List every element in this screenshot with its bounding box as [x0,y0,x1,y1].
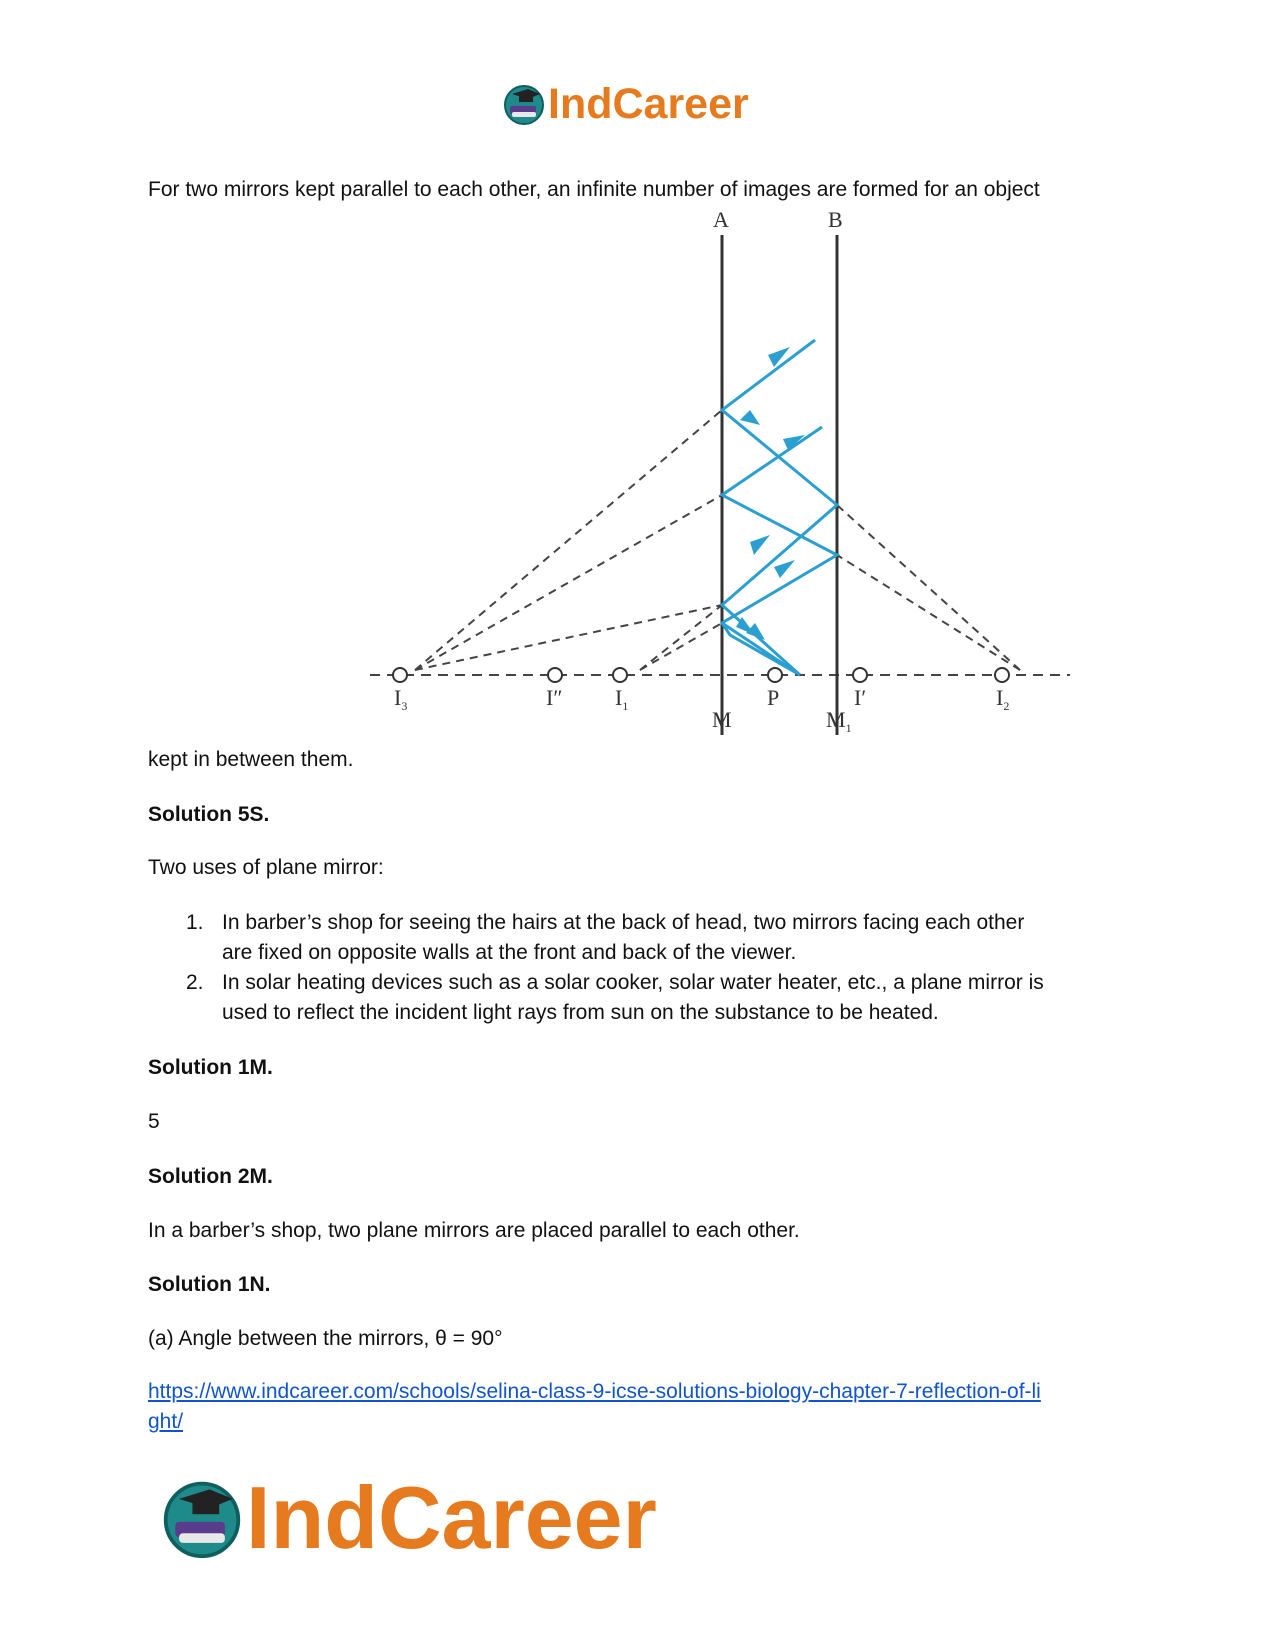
label-m1-sub: 1 [845,721,852,735]
list-item [186,968,1122,1028]
label-i3-sub: 3 [401,699,408,713]
label-a: A [713,207,729,232]
logo-globe-icon [160,1476,244,1560]
svg-text:I3 [394,685,407,713]
svg-text:M1 [826,707,852,735]
parallel-mirrors-diagram [370,205,1070,765]
svg-text:I″ [546,685,563,710]
svg-text:I2 [996,685,1009,713]
svg-text:I1 [615,685,628,713]
label-i1-sub: 1 [622,699,629,713]
list-item-line2: are fixed on opposite walls at the front and back of the viewer. [222,941,797,964]
uses-list [186,908,1122,1028]
solution-5s-intro: Two uses of plane mirror: [148,856,384,879]
solution-5s-heading: Solution 5S. [148,803,270,826]
footer-logo [160,1470,657,1566]
source-link[interactable] [148,1377,1041,1437]
label-m1-base: M [826,707,846,732]
label-i-prime: I′ [854,685,867,710]
list-number: 1. [186,911,204,934]
list-item-line2: used to reflect the incident light rays from sun on the substance to be heated. [222,1001,939,1024]
intro-end: kept in between them. [148,748,354,771]
solution-2m-heading: Solution 2M. [148,1165,273,1188]
source-link-line2[interactable]: ght/ [148,1410,184,1433]
svg-text:P [767,685,779,710]
logo-globe-icon [502,82,546,126]
header-logo [502,80,749,128]
svg-text:I′ [854,685,866,710]
list-number: 2. [186,971,204,994]
solution-1n-answer: (a) Angle between the mirrors, θ = 90° [148,1327,503,1350]
label-b: B [828,207,843,232]
solution-1m-answer: 5 [148,1110,160,1133]
solution-1n-heading: Solution 1N. [148,1273,271,1296]
label-i2-base: I [996,685,1004,710]
label-i2-sub: 2 [1003,699,1010,713]
label-m: M [712,707,732,732]
intro-line: For two mirrors kept parallel to each other, an infinite number of images are formed for an object [148,178,1040,201]
list-item [186,908,1122,968]
label-i1-base: I [615,685,623,710]
label-i-double-prime: I″ [546,685,563,710]
label-i3-base: I [394,685,402,710]
logo-text: IndCareer [246,1468,657,1567]
solution-1m-heading: Solution 1M. [148,1056,273,1079]
list-item-line1: In solar heating devices such as a solar cooker, solar water heater, etc., a plane mirror is [222,971,1044,994]
logo-text: IndCareer [548,80,749,128]
virtual-ray-extensions [415,410,1020,670]
label-p: P [767,685,780,710]
source-link-line1[interactable]: https://www.indcareer.com/schools/selina-class-9-icse-solutions-biology-chapter-7-reflection-of-li [148,1380,1041,1403]
list-item-line1: In barber’s shop for seeing the hairs at the back of head, two mirrors facing each other [222,911,1025,934]
solution-2m-answer: In a barber’s shop, two plane mirrors are placed parallel to each other. [148,1219,800,1242]
